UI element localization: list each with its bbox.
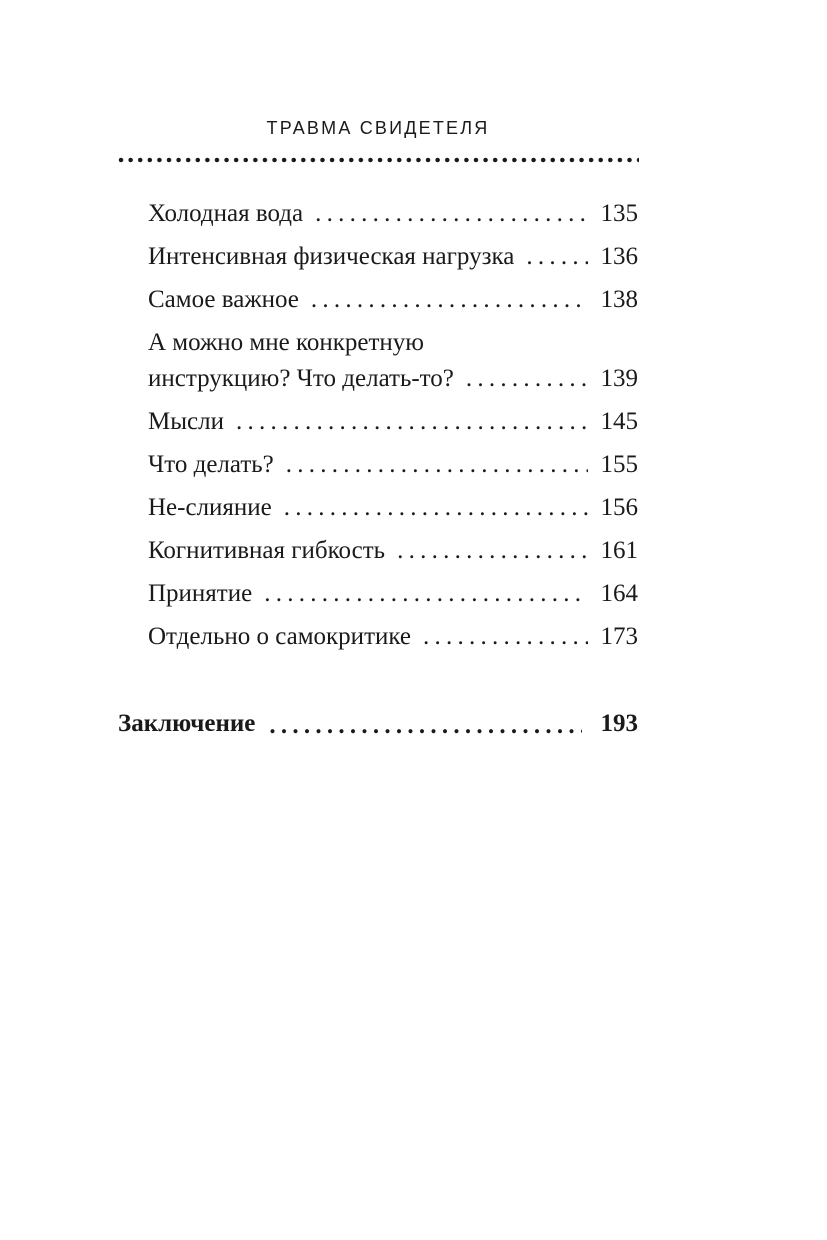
- dot-leader: [269, 708, 582, 744]
- toc-entry: [148, 490, 638, 526]
- toc-entry: [148, 447, 638, 483]
- toc-conclusion-page: 193: [600, 710, 638, 737]
- dot-leader: [397, 533, 588, 569]
- toc-entry-page: 135: [600, 200, 638, 227]
- dot-leader: [284, 490, 588, 526]
- toc-entry-title: Самое важное: [148, 286, 299, 313]
- toc-conclusion-title: Заключение: [118, 710, 256, 737]
- toc-entry-title: Когнитивная гибкость: [148, 537, 386, 564]
- toc-entry: [148, 239, 638, 275]
- toc-entry-title: Холодная вода: [148, 200, 304, 227]
- toc-entry-page: 145: [600, 408, 638, 435]
- dot-leader: [466, 361, 588, 397]
- dot-leader: [264, 576, 588, 612]
- toc-entry-page: 136: [600, 243, 638, 270]
- toc-entry-title-line2: инструкцию? Что делать-то?: [148, 365, 454, 392]
- dot-leader: [526, 239, 588, 275]
- toc-entry: [148, 533, 638, 569]
- dot-leader: [286, 447, 588, 483]
- toc-entry-page: 156: [600, 494, 638, 521]
- toc-entry-page: 138: [600, 286, 638, 313]
- toc-entry-page: 164: [600, 580, 638, 607]
- table-of-contents: [148, 196, 638, 662]
- toc-conclusion-entry: [118, 704, 638, 744]
- toc-entry-title: Мысли: [148, 408, 224, 435]
- toc-entry-page: 139: [600, 365, 638, 392]
- dot-leader: [315, 196, 588, 232]
- toc-entry-page: 155: [600, 451, 638, 478]
- toc-entry-title: Не-слияние: [148, 494, 272, 521]
- toc-entry: [148, 619, 638, 655]
- running-header: ТРАВМА СВИДЕТЕЛЯ: [266, 118, 490, 138]
- dotted-header-rule: [118, 157, 639, 163]
- toc-entry-title: Принятие: [148, 580, 253, 607]
- toc-entry: [148, 325, 638, 397]
- toc-entry: [148, 404, 638, 440]
- toc-entry: [148, 196, 638, 232]
- toc-entry: [148, 282, 638, 318]
- dot-leader: [423, 619, 588, 655]
- toc-entry: [148, 576, 638, 612]
- dot-leader: [236, 404, 588, 440]
- toc-entry-title: Что делать?: [148, 451, 274, 478]
- toc-entry-title: Интенсивная физическая нагрузка: [148, 243, 515, 270]
- toc-entry-page: 161: [600, 537, 638, 564]
- dot-leader: [311, 282, 588, 318]
- toc-entry-line2: [148, 361, 638, 397]
- toc-entry-title: Отдельно о самокритике: [148, 623, 411, 650]
- toc-entry-title-line1: А можно мне конкретную: [148, 329, 424, 356]
- toc-entry-page: 173: [600, 623, 638, 650]
